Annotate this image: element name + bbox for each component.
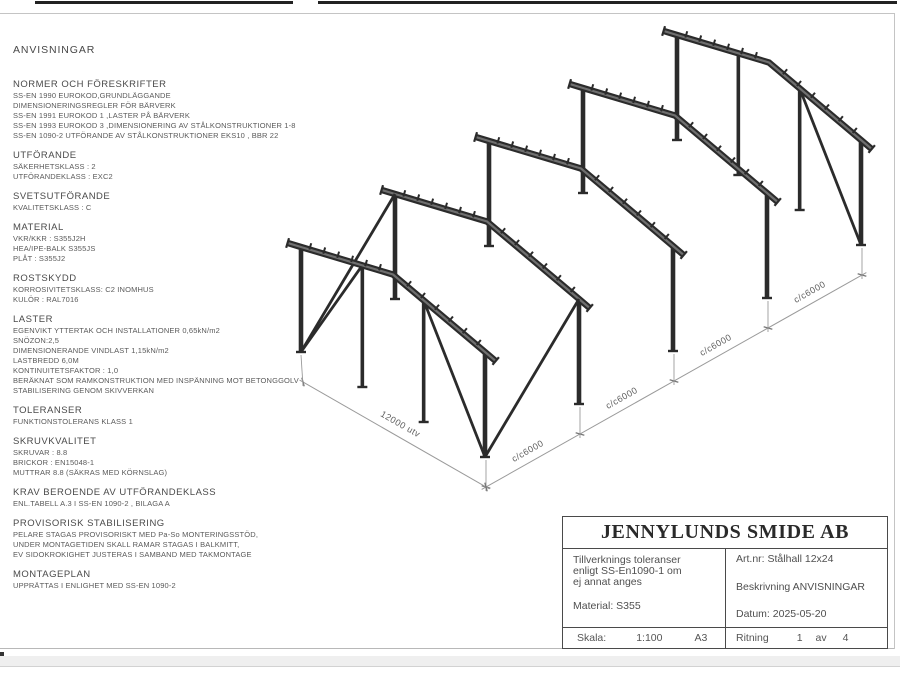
ritning-number: 1 [796,632,803,644]
note-line: KVALITETSKLASS : C [13,203,92,212]
note-heading: MATERIAL [13,222,64,233]
note-heading: LASTER [13,314,53,325]
note-line: SS-EN 1993 EUROKOD 3 ,DIMENSIONERING AV STÅLKONSTRUKTIONER 1-8 [13,121,296,130]
note-heading: PROVISORISK STABILISERING [13,518,165,529]
side-wall-brace [485,299,579,457]
note-line: SKRUVAR : 8.8 [13,448,68,457]
note-line: SS-EN 1990 EUROKOD,GRUNDLÄGGANDE [13,91,171,100]
note-line: VKR/KKR : S355J2H [13,234,86,243]
scale-value: 1:100 [636,632,663,644]
note-line: SÄKERHETSKLASS : 2 [13,162,96,171]
note-line: MUTTRAR 8.8 (SÄKRAS MED KÖRNSLAG) [13,468,168,477]
note-line: DIMENSIONERINGSREGLER FÖR BÄRVERK [13,101,176,110]
note-heading: SVETSUTFÖRANDE [13,191,111,202]
note-heading: SKRUVKVALITET [13,436,97,447]
note-line: EGENVIKT YTTERTAK OCH INSTALLATIONER 0,65kN/m2 [13,326,220,335]
note-heading: TOLERANSER [13,405,83,416]
sheet-number-cell [726,627,887,648]
note-line: UPPRÄTTAS I ENLIGHET MED SS-EN 1090-2 [13,581,176,590]
rafter-web [288,243,496,361]
notes-title: ANVISNINGAR [13,44,96,56]
note-line: SNÖZON:2,5 [13,336,60,345]
scale-cell [563,627,726,648]
tolerance-note-line: Tillverknings toleranser [573,554,681,566]
tolerance-note-line: ej annat anges [573,576,642,588]
rafter-beam [288,243,496,361]
note-heading: NORMER OCH FÖRESKRIFTER [13,79,167,90]
dimension-label: c/c6000 [603,384,640,411]
dimension-label: c/c6000 [791,278,828,305]
note-line: PLÅT : S355J2 [13,254,66,263]
ritning-label: Ritning [736,632,769,644]
dimensions [300,248,867,491]
note-line: ENL.TABELL A.3 I SS-EN 1090-2 , BILAGA A [13,499,170,508]
beskrivning-field: Beskrivning ANVISNINGAR [736,581,865,593]
note-line: UTFÖRANDEKLASS : EXC2 [13,172,113,181]
note-line: FUNKTIONSTOLERANS KLASS 1 [13,417,133,426]
paper-format: A3 [694,632,708,644]
note-line: STABILISERING GENOM SKIVVERKAN [13,386,155,395]
article-cell [726,549,887,627]
note-line: DIMENSIONERANDE VINDLAST 1,15kN/m2 [13,346,169,355]
material-field: Material: S355 [573,600,641,612]
art-nr-field: Art.nr: Stålhall 12x24 [736,553,834,565]
note-line: KULÖR : RAL7016 [13,295,79,304]
note-heading: ROSTSKYDD [13,273,77,284]
company-name: JENNYLUNDS SMIDE AB [563,517,887,549]
note-line: EV SIDOKROKIGHET JUSTERAS I SAMBAND MED TAKMONTAGE [13,550,252,559]
note-line: HEA/IPE-BALK S355JS [13,244,96,253]
note-heading: UTFÖRANDE [13,150,77,161]
note-line: LASTBREDD 6,0M [13,356,79,365]
end-wall-brace [301,265,362,352]
title-block [562,516,888,649]
note-heading: MONTAGEPLAN [13,569,91,580]
note-line: KORROSIVITETSKLASS: C2 INOMHUS [13,285,154,294]
ritning-total: 4 [842,632,849,644]
scale-label: Skala: [577,632,607,644]
tolerance-note-line: enligt SS-En1090-1 om [573,565,682,577]
note-line: PELARE STAGAS PROVISORISKT MED Pa-So MONTERINGSSTÖD, [13,530,259,539]
dimension-label: c/c6000 [697,331,734,358]
note-heading: KRAV BEROENDE AV UTFÖRANDEKLASS [13,487,217,498]
tolerance-note-cell [563,549,726,627]
note-line: UNDER MONTAGETIDEN SKALL RAMAR STAGAS I BALKMITT, [13,540,240,549]
av-label: av [815,632,827,644]
note-line: SS-EN 1090-2 UTFÖRANDE AV STÅLKONSTRUKTIONER EKS10 , BBR 22 [13,131,279,140]
note-line: KONTINUITETSFAKTOR : 1,0 [13,366,119,375]
note-line: BERÄKNAT SOM RAMKONSTRUKTION MED INSPÄNNING MOT BETONGGOLV [13,376,299,385]
note-line: BRICKOR : EN15048-1 [13,458,95,467]
dimension-label: 12000 utv [378,408,423,440]
datum-field: Datum: 2025-05-20 [736,608,827,620]
side-wall-braces [301,194,579,457]
dimension-label: c/c6000 [509,437,546,464]
note-line: SS-EN 1991 EUROKOD 1 ,LASTER PÅ BÄRVERK [13,111,191,120]
